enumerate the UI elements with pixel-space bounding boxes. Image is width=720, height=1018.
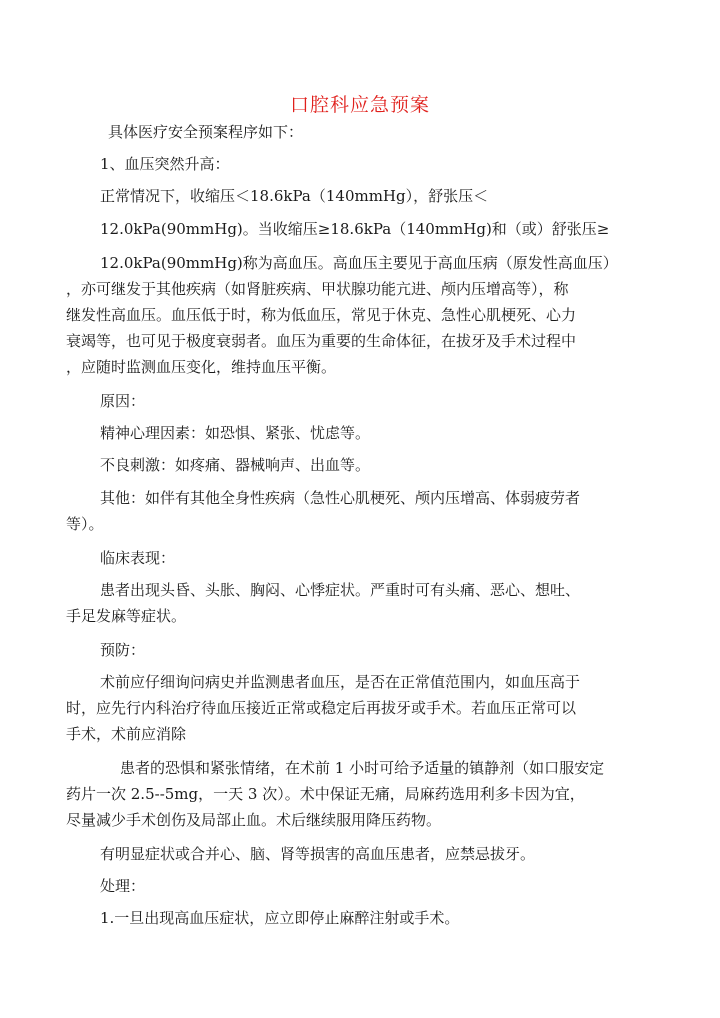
paragraph-line: 继发性高血压。血压低于时，称为低血压，常见于休克、急性心肌梗死、心力 [66, 306, 577, 324]
paragraph-line: 1、血压突然升高： [100, 155, 230, 173]
paragraph-line: 患者出现头昏、头胀、胸闷、心悸症状。严重时可有头痛、恶心、想吐、 [100, 581, 581, 599]
paragraph-line: 等）。 [66, 515, 104, 533]
paragraph-line: 患者的恐惧和紧张情绪，在术前 1 小时可给予适量的镇静剂（如口服安定 [120, 759, 605, 777]
paragraph-line: 手术，术前应消除 [66, 725, 187, 743]
paragraph-line: 原因： [100, 392, 146, 410]
paragraph-line: 处理： [100, 877, 146, 895]
paragraph-line: 1.一旦出现高血压症状，应立即停止麻醉注射或手术。 [100, 909, 460, 927]
paragraph-line: 预防： [100, 641, 146, 659]
paragraph-line: 精神心理因素：如恐惧、紧张、忧虑等。 [100, 424, 371, 442]
paragraph-line: 具体医疗安全预案程序如下： [108, 123, 304, 141]
paragraph-line: 正常情况下，收缩压＜18.6kPa（140mmHg），舒张压＜ [100, 187, 489, 205]
paragraph-line: 手足发麻等症状。 [66, 607, 187, 625]
document-title: 口腔科应急预案 [289, 94, 430, 116]
paragraph-line: 12.0kPa(90mmHg)称为高血压。高血压主要见于高血压病（原发性高血压） [100, 254, 618, 272]
paragraph-line: 12.0kPa(90mmHg)。当收缩压≥18.6kPa（140mmHg)和（或）舒张压≥ [100, 220, 610, 238]
paragraph-line: 有明显症状或合并心、脑、肾等损害的高血压患者，应禁忌拔牙。 [100, 845, 536, 863]
paragraph-line: ，应随时监测血压变化，维持血压平衡。 [66, 358, 337, 376]
paragraph-line: 药片一次 2.5--5mg，一天 3 次）。术中保证无痛，局麻药选用利多卡因为宜， [66, 785, 585, 803]
paragraph-line: ，亦可继发于其他疾病（如肾脏疾病、甲状腺功能亢进、颅内压增高等），称 [66, 280, 569, 298]
paragraph-line: 临床表现： [100, 549, 176, 567]
paragraph-line: 衰竭等，也可见于极度衰弱者。血压为重要的生命体征，在拔牙及手术过程中 [66, 332, 577, 350]
paragraph-line: 其他：如伴有其他全身性疾病（急性心肌梗死、颅内压增高、体弱疲劳者 [100, 489, 581, 507]
paragraph-line: 术前应仔细询问病史并监测患者血压，是否在正常值范围内，如血压高于 [100, 673, 581, 691]
paragraph-line: 不良刺激：如疼痛、器械响声、出血等。 [100, 456, 371, 474]
paragraph-line: 尽量减少手术创伤及局部止血。术后继续服用降压药物。 [66, 811, 442, 829]
paragraph-line: 时，应先行内科治疗待血压接近正常或稳定后再拔牙或手术。若血压正常可以 [66, 699, 577, 717]
